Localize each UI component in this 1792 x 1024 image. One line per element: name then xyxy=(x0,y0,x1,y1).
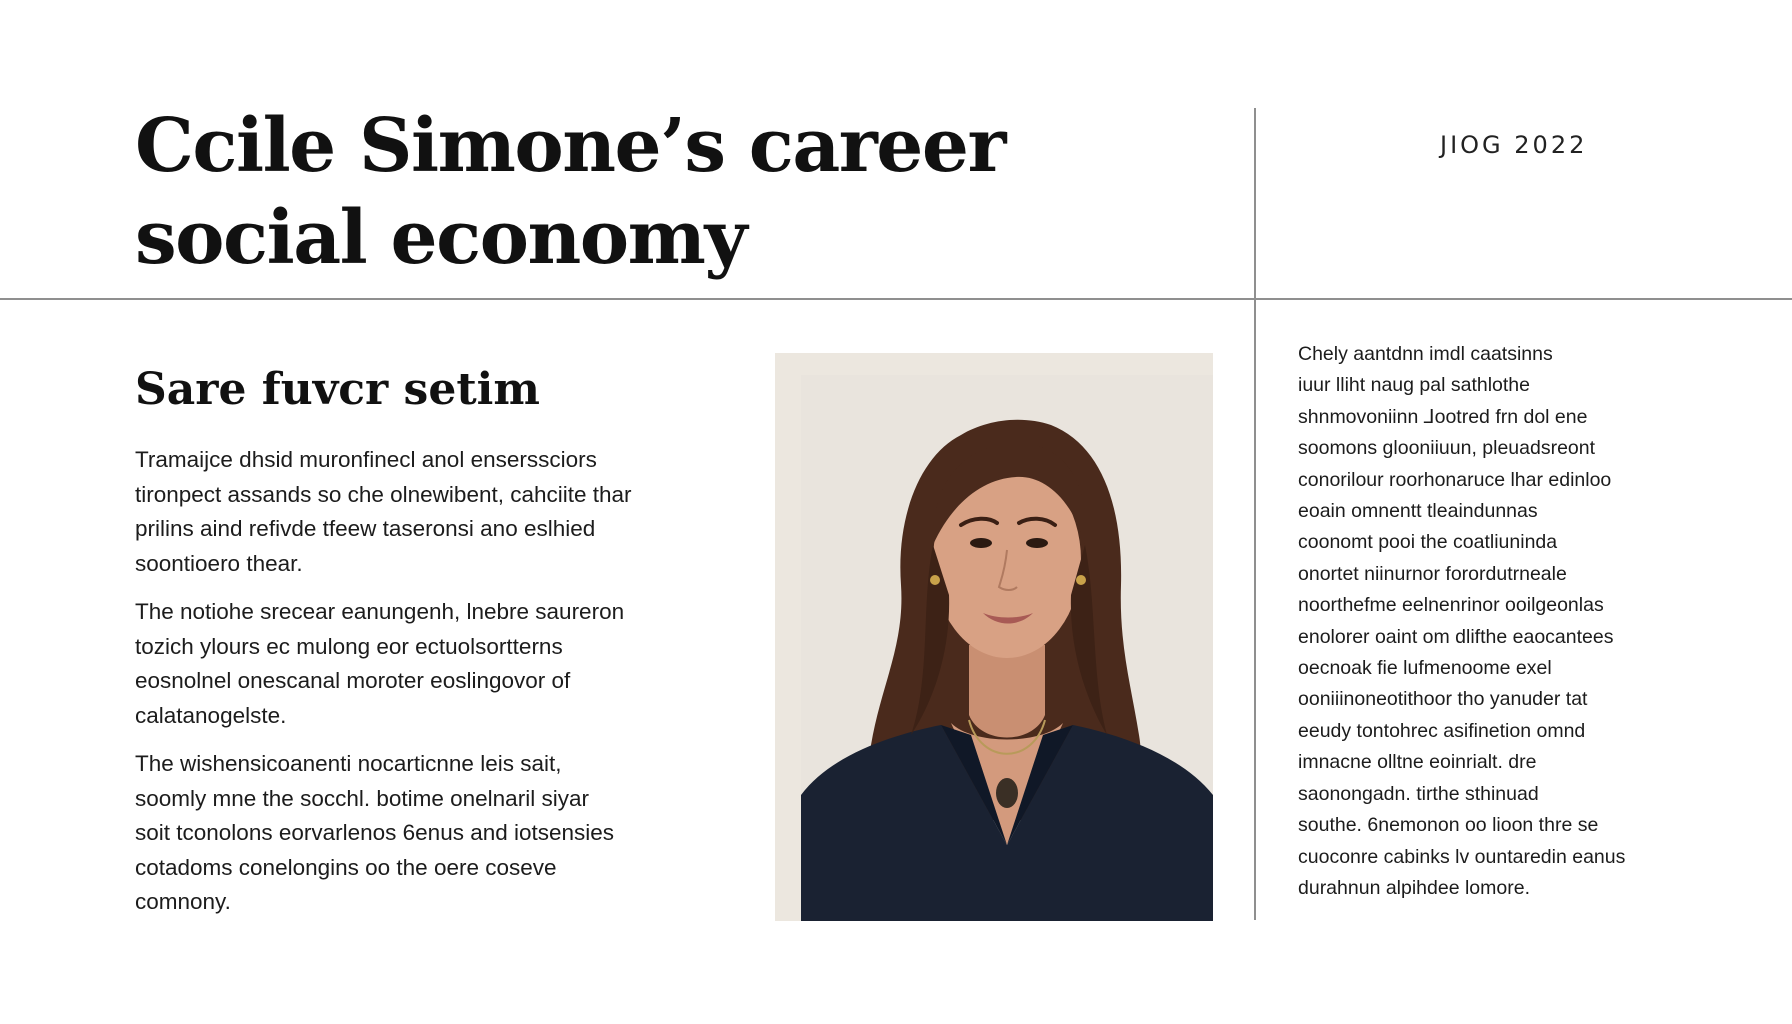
article-title xyxy=(135,100,1005,284)
title-line-1: Ccile Simone’s career xyxy=(135,103,1005,189)
sidebar-line: cuoconre cabinks lv ountaredin eanus xyxy=(1298,845,1626,868)
eye xyxy=(970,538,992,548)
earring xyxy=(1076,575,1086,585)
sidebar-text xyxy=(1298,339,1678,904)
issue-date: JIOG 2022 xyxy=(1440,131,1588,159)
paragraph-line: The wishensicoanenti nocarticnne leis sait, xyxy=(135,751,562,776)
sidebar-line: enolorer oaint om dlifthe eaocantees xyxy=(1298,625,1614,648)
horizontal-divider xyxy=(0,298,1792,300)
sidebar-line: soomons glooniiuun, pleuadsreont xyxy=(1298,437,1596,460)
sidebar-line: eoain omnentt tleaindunnas xyxy=(1298,500,1538,523)
paragraph-line: Tramaijce dhsid muronfinecl anol enserssciors xyxy=(135,447,597,472)
necklace-pendant xyxy=(996,778,1018,808)
paragraph-line: tironpect assands so che olnewibent, cahciite thar xyxy=(135,481,632,507)
paragraph-1 xyxy=(135,443,695,581)
sidebar-line: iuur lliht naug pal sathlothe xyxy=(1298,374,1530,397)
sidebar-line: imnacne olltne eoinrialt. dre xyxy=(1298,751,1537,774)
paragraph-line: soomly mne the socchl. botime onelnaril siyar xyxy=(135,785,589,811)
paragraph-line: comnony. xyxy=(135,889,231,914)
title-line-2: social economy xyxy=(135,195,746,281)
sidebar-line: saonongadn. tirthe sthinuad xyxy=(1298,782,1539,805)
sidebar-line: ooniiinoneotithoor tho yanuder tat xyxy=(1298,688,1588,711)
earring xyxy=(930,575,940,585)
sidebar-line: coonomt pooi the coatliuninda xyxy=(1298,531,1558,554)
sidebar-line: Chely aantdnn imdl caatsinns xyxy=(1298,343,1553,365)
portrait-illustration xyxy=(801,375,1213,921)
paragraph-line: eosnolnel onescanal moroter eoslingovor of xyxy=(135,668,571,693)
paragraph-line: soit tconolons eorvarlenos 6enus and iotsensies xyxy=(135,820,615,845)
paragraph-line: cotadoms conelongins oo the oere coseve xyxy=(135,854,557,880)
sidebar-line: shnmovoniinn ⅃ootred frn dol ene xyxy=(1298,405,1588,428)
paragraph-line: calatanogelste. xyxy=(135,702,287,728)
sidebar-line: durahnun alpihdee lomore. xyxy=(1298,876,1531,899)
paragraph-line: prilins aind refivde tfeew taseronsi ano eslhied xyxy=(135,516,596,541)
sidebar-line: oecnoak fie lufmenoome exel xyxy=(1298,657,1552,680)
sidebar-line: conorilour roorhonaruce lhar edinloo xyxy=(1298,468,1612,491)
neck xyxy=(969,645,1045,738)
paragraph-3 xyxy=(135,747,695,920)
sidebar-line: noorthefme eelnenrinor ooilgeonlas xyxy=(1298,594,1604,617)
paragraph-line: soontioero thear. xyxy=(135,550,303,576)
paragraph-2 xyxy=(135,595,695,733)
section-heading: Sare fuvcr setim xyxy=(135,364,540,415)
paragraph-line: The notiohe srecear eanungenh, lnebre saureron xyxy=(135,599,625,624)
sidebar-line: eeudy tontohrec asifinetion omnd xyxy=(1298,719,1586,742)
sidebar-line: onortet niinurnor forordutrneale xyxy=(1298,562,1567,585)
eye xyxy=(1026,538,1048,548)
sidebar-line: southe. 6nemonon oo lioon thre se xyxy=(1298,814,1599,837)
paragraph-line: tozich ylours ec mulong eor ectuolsortterns xyxy=(135,633,563,659)
article-body xyxy=(135,443,695,934)
portrait-photo xyxy=(775,353,1213,921)
vertical-divider xyxy=(1254,108,1256,920)
